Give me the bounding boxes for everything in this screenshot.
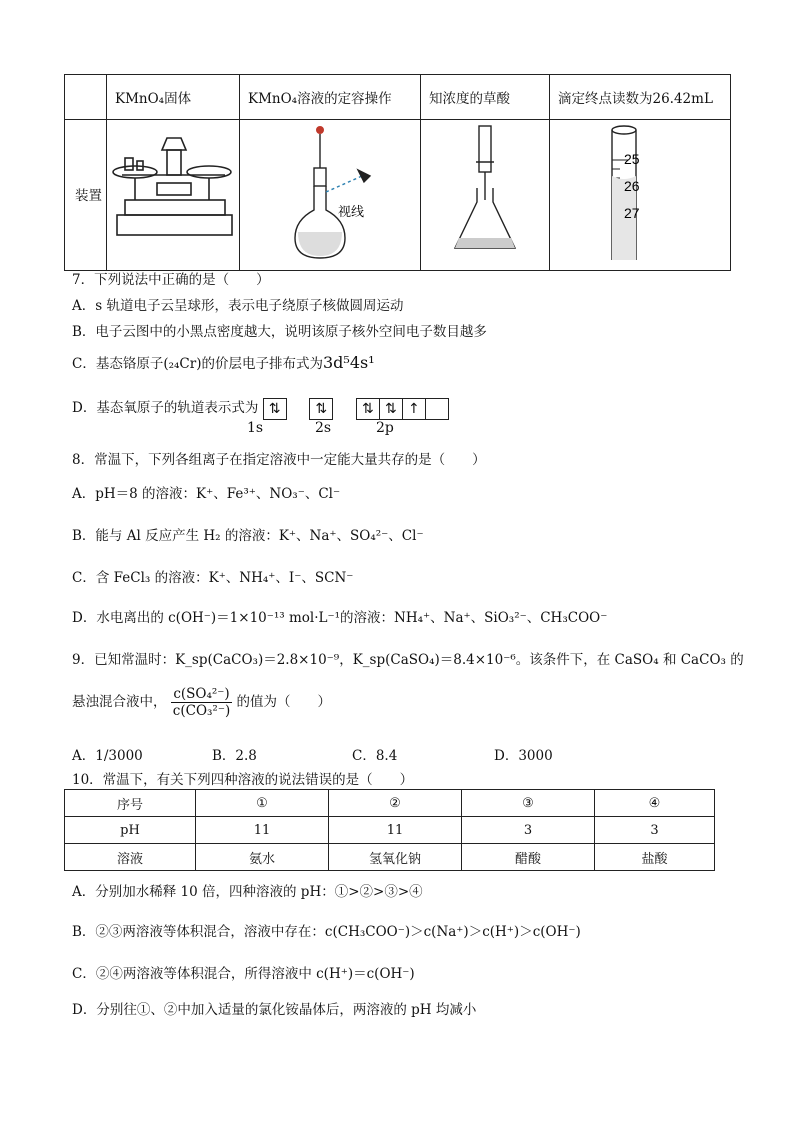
flask-burette-image [421,120,550,271]
q8-option-b: B．能与 Al 反应产生 H₂ 的溶液：K⁺、Na⁺、SO₄²⁻、Cl⁻ [72,528,424,544]
q9-option-d: D．3000 [494,748,553,764]
concentration-ratio: $\frac{\text{c(SO₄²⁻)}}{\text{c(CO₃²⁻)}}$ [172,686,231,719]
q10-option-a: A．分别加水稀释 10 倍，四种溶液的 pH：①>②>③>④ [72,884,423,900]
q9-option-c: C．8.4 [352,748,398,764]
header-cell-oxalic: 知浓度的草酸 [421,75,550,120]
orbital-label-2p: 2p [376,420,394,436]
q8-stem: 8．常温下，下列各组离子在指定溶液中一定能大量共存的是（ ） [72,452,486,468]
q9-option-b: B．2.8 [212,748,257,764]
q9-option-a: A．1/3000 [72,748,143,764]
q7-option-a: A．s 轨道电子云呈球形，表示电子绕原子核做圆周运动 [72,298,404,314]
tick-label: 25 [624,151,640,167]
q7-option-b: B．电子云图中的小黑点密度越大，说明该原子核外空间电子数目越多 [72,324,487,340]
q7-option-d: D．基态氧原子的轨道表示式为 ⇅ ⇅ ⇅ ⇅ ↑ [72,396,449,420]
q10-option-d: D．分别往①、②中加入适量的氯化铵晶体后，两溶液的 pH 均减小 [72,1002,477,1018]
apparatus-table [64,74,731,271]
orbital-box-2p-3: ↑ [403,398,426,420]
erlenmeyer-flask-icon [421,120,549,266]
q8-option-d: D．水电离出的 c(OH⁻)＝1×10⁻¹³ mol·L⁻¹的溶液：NH₄⁺、Na⁺、SiO₃²⁻、CH₃COO⁻ [72,610,608,626]
orbital-box-2p-4 [426,398,449,420]
table-row: 序号 ① ② ③ ④ [65,790,715,817]
orbital-box-2p-1: ⇅ [356,398,380,420]
header-cell-volumetric: KMnO₄溶液的定容操作 [240,75,421,120]
orbital-box-2p-2: ⇅ [380,398,403,420]
q7-stem: 7．下列说法中正确的是（ ） [72,272,270,288]
balance-image [107,120,240,271]
q7-option-c: C．基态铬原子(₂₄Cr)的价层电子排布式为3d⁵4s¹ [72,353,375,372]
orbital-box-2s: ⇅ [309,398,333,420]
balance-icon [107,120,239,266]
q8-option-c: C．含 FeCl₃ 的溶液：K⁺、NH₄⁺、I⁻、SCN⁻ [72,570,354,586]
q8-option-a: A．pH＝8 的溶液：K⁺、Fe³⁺、NO₃⁻、Cl⁻ [72,486,341,502]
q10-option-b: B．②③两溶液等体积混合，溶液中存在：c(CH₃COO⁻)＞c(Na⁺)＞c(H⁺)＞c(OH⁻) [72,924,581,940]
volumetric-flask-icon [240,120,420,266]
burette-reading-image [550,120,731,271]
tick-label: 27 [624,205,640,221]
q10-stem: 10．常温下，有关下列四种溶液的说法错误的是（ ） [72,772,414,788]
sightline-label: 视线 [338,204,365,219]
header-cell-reading: 滴定终点读数为26.42mL [550,75,731,120]
orbital-box-1s: ⇅ [263,398,287,420]
volumetric-flask-image [240,120,421,271]
q9-stem-2: 悬浊混合液中， $\frac{\text{c(SO₄²⁻)}}{\text{c(CO₃²⁻)}}$ 的值为（ ） [72,686,332,719]
q9-stem: 9．已知常温时：K_sp(CaCO₃)＝2.8×10⁻⁹，K_sp(CaSO₄)＝8.4×10⁻⁶。该条件下，在 CaSO₄ 和 CaCO₃ 的 [72,652,744,668]
row-label: 装置 [75,188,102,204]
tick-label: 26 [624,178,640,194]
table-row: 溶液 氨水 氢氧化钠 醋酸 盐酸 [65,844,715,871]
header-cell-solid: KMnO₄固体 [107,75,240,120]
orbital-label-2s: 2s [315,420,332,436]
burette-icon [550,120,730,266]
q10-option-c: C．②④两溶液等体积混合，所得溶液中 c(H⁺)＝c(OH⁻) [72,966,415,982]
table-row: pH 11 11 3 3 [65,817,715,844]
orbital-label-1s: 1s [247,420,264,436]
solutions-table [64,789,715,871]
